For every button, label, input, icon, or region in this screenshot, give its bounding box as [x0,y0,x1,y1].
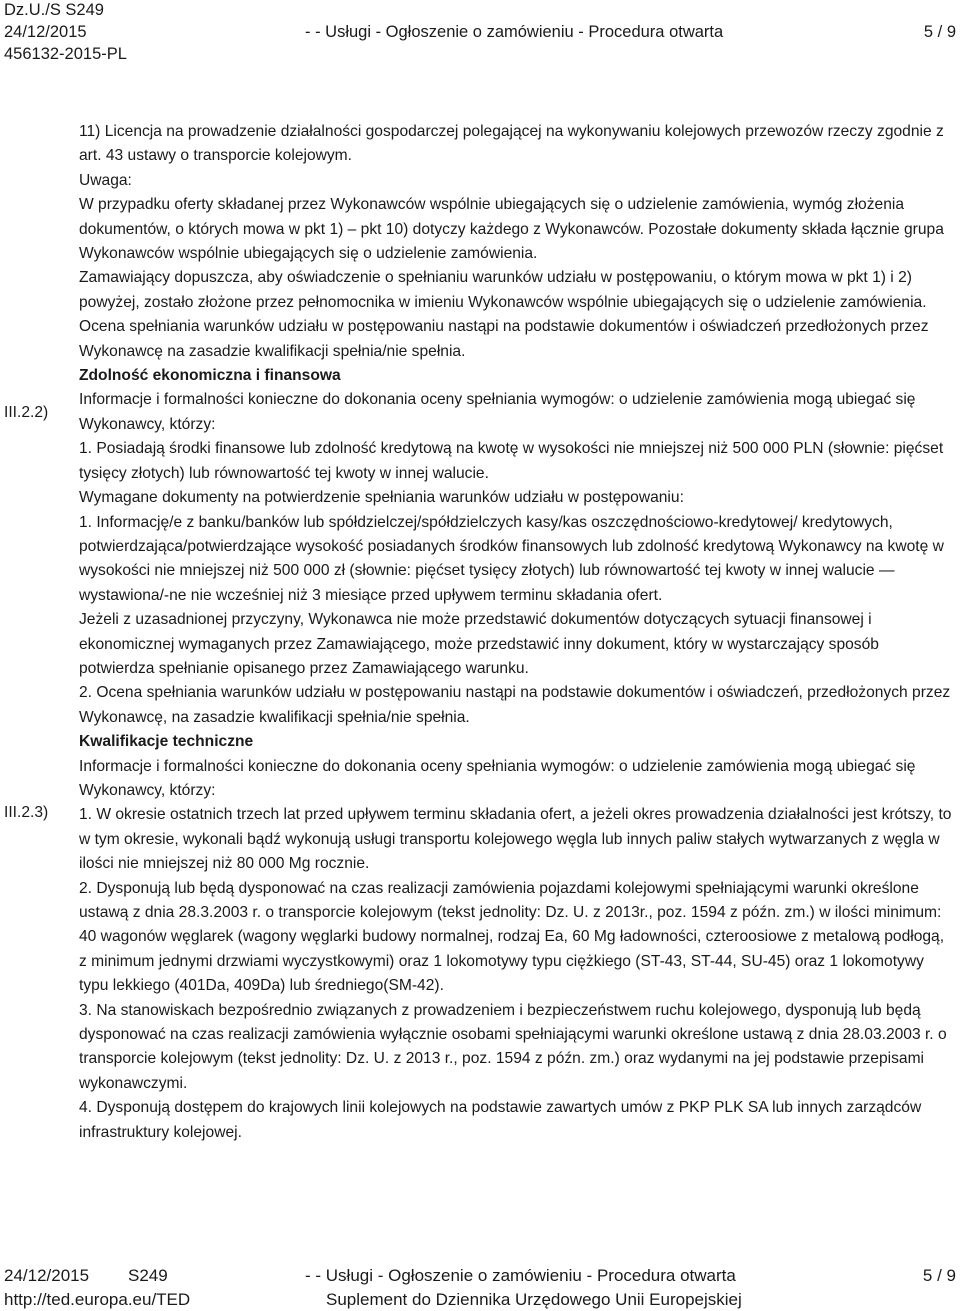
footer-series: S249 [128,1266,168,1285]
paragraph: 3. Na stanowiskach bezpośrednio związanych z prowadzeniem i bezpieczeństwem ruchu kolejowego, dysponują lub będą dysponować na czas realizacji zamówienia wyłącznie osobami spełniającymi warunki określone ustawą z dnia 28.03.2003 r. o transporcie kolejowym (tekst jednolity: Dz. U. z 2013 r., poz. 1594 z późn. zm.) oraz wydanymi na jej podstawie przepisami wykonawczymi. [79,1001,947,1092]
section-number-technical: III.2.3) [4,804,49,821]
footer-date: 24/12/2015 [4,1266,90,1285]
header-page-number: 5 / 9 [923,23,956,41]
paragraph: Jeżeli z uzasadnionej przyczyny, Wykonawca nie może przedstawić dokumentów dotyczących sytuacji finansowej i ekonomicznej wymaganych przez Zamawiającego, może przedstawić inny dokument, który w wystarczający sposób potwierdza spełnianie opisanego przez Zamawiającego warunku. [79,611,879,677]
paragraph: Zamawiający dopuszcza, aby oświadczenie o spełnianiu warunków udziału w postępowaniu, o którym mowa w pkt 1) i 2) powyżej, zostało złożone przez pełnomocnika w imieniu Wykonawców wspólnie ubiegających się o udzielenie zamówienia. [79,269,927,311]
paragraph: 1. Informację/e z banku/banków lub spółdzielczej/spółdzielczych kasy/kas oszczędnościowo-kredytowej/ kredytowych, potwierdzająca/potwierdzające wysokość posiadanych środków finansowych lub zdolność kredytową Wykonawcy na kwotę w wysokości nie mniejszej niż 500 000 zł (słownie: pięćset tysięcy złotych) lub równowartość tej kwoty w innej walucie — wystawiona/-ne nie wcześniej niż 3 miesiące przed upływem terminu składania ofert. [79,513,944,604]
paragraph: Informacje i formalności konieczne do dokonania oceny spełniania wymogów: o udzielenie zamówienia mogą ubiegać się Wykonawcy, którzy: [79,391,916,433]
notice-id: 456132-2015-PL [4,45,127,63]
section-title-economic: Zdolność ekonomiczna i finansowa [79,367,341,385]
section-title-technical: Kwalifikacje techniczne [79,733,254,751]
paragraph: 1. W okresie ostatnich trzech lat przed upływem terminu składania ofert, a jeżeli okres prowadzenia działalności jest krótszy, to w tym okresie, wykonali bądź wykonują usługi transportu kolejowego węgla lub innych paliw stałych wytwarzanych z węgla w ilości nie mniejszej niż 80 000 Mg rocznie. [79,806,952,873]
footer-page-number: 5 / 9 [922,1266,956,1285]
section-number-economic: III.2.2) [4,404,49,421]
paragraph: Uwaga: [79,171,132,189]
header-title: - - Usługi - Ogłoszenie o zamówieniu - Procedura otwarta [305,23,724,41]
paragraph: Wymagane dokumenty na potwierdzenie spełniania warunków udziału w postępowaniu: [79,489,684,507]
paragraph: Ocena spełniania warunków udziału w postępowaniu nastąpi na podstawie dokumentów i oświadczeń przedłożonych przez Wykonawcę na zasadzie kwalifikacji spełnia/nie spełnia. [79,318,929,360]
paragraph: 2. Ocena spełniania warunków udziału w postępowaniu nastąpi na podstawie dokumentów i oświadczeń, przedłożonych przez Wykonawcę, na zasadzie kwalifikacji spełnia/nie spełnia. [79,684,951,726]
paragraph: W przypadku oferty składanej przez Wykonawców wspólnie ubiegających się o udzielenie zamówienia, wymóg złożenia dokumentów, o których mowa w pkt 1) – pkt 10) dotyczy każdego z Wykonawców. Pozostałe dokumenty składa łącznie grupa Wykonawców wspólnie ubiegających się o udzielenie zamówienia. [79,196,944,263]
oj-reference: Dz.U./S S249 [4,1,104,19]
footer-subtitle: Suplement do Dziennika Urzędowego Unii Europejskiej [326,1290,742,1309]
header-date: 24/12/2015 [4,23,87,41]
paragraph: 11) Licencja na prowadzenie działalności gospodarczej polegającej na wykonywaniu kolejowych przewozów rzeczy zgodnie z art. 43 ustawy o transporcie kolejowym. [79,123,944,165]
footer-url-link[interactable]: http://ted.europa.eu/TED [4,1290,191,1309]
paragraph: 4. Dysponują dostępem do krajowych linii kolejowych na podstawie zawartych umów z PKP PLK SA lub innych zarządców infrastruktury kolejowej. [79,1099,922,1141]
footer-title: - - Usługi - Ogłoszenie o zamówieniu - Procedura otwarta [305,1266,736,1285]
paragraph: 1. Posiadają środki finansowe lub zdolność kredytową na kwotę w wysokości nie mniejszej niż 500 000 PLN (słownie: pięćset tysięcy złotych) lub równowartość tej kwoty w innej walucie. [79,440,944,482]
document-body [79,120,954,1145]
paragraph: 2. Dysponują lub będą dysponować na czas realizacji zamówienia pojazdami kolejowymi spełniającymi warunki określone ustawą z dnia 28.3.2003 r. o transporcie kolejowym (tekst jednolity: Dz. U. z 2013r., poz. 1594 z późn. zm.) w ilości minimum: 40 wagonów węglarek (wagony węglarki budowy normalnej, rodzaj Ea, 60 Mg ładowności, czteroosiowe z metalową podłogą, z minimum jednymi drzwiami wyczystkowymi) oraz 1 lokomotywy typu ciężkiego (ST-43, ST-44, SU-45) oraz 1 lokomotywy typu lekkiego (401Da, 409Da) lub średniego(SM-42). [79,879,945,995]
paragraph: Informacje i formalności konieczne do dokonania oceny spełniania wymogów: o udzielenie zamówienia mogą ubiegać się Wykonawcy, którzy: [79,757,916,799]
